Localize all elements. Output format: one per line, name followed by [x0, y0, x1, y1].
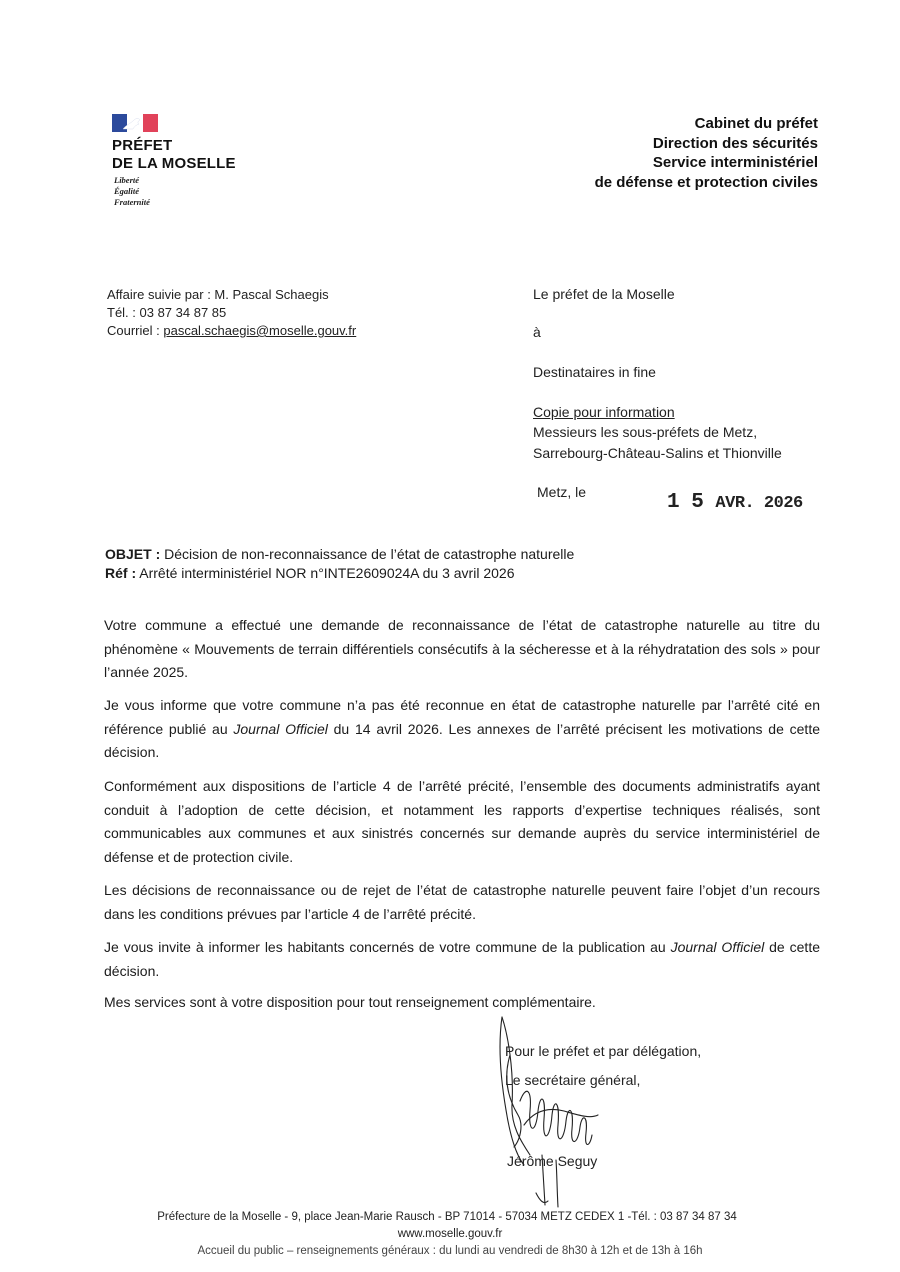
- copy-title: Copie pour information: [533, 404, 675, 420]
- contact-email-link[interactable]: pascal.schaegis@moselle.gouv.fr: [163, 323, 357, 338]
- service-line1: Cabinet du préfet: [694, 115, 818, 132]
- date-stamp-day: 1 5: [667, 491, 704, 514]
- p5-text-a: Je vous invite à informer les habitants concernés de votre commune de la publication au: [104, 939, 671, 955]
- contact-block: [107, 286, 356, 340]
- service-header: [595, 114, 818, 192]
- motto-fraternite: Fraternité: [114, 197, 150, 207]
- objet-text: Décision de non-reconnaissance de l’état de catastrophe naturelle: [164, 546, 575, 562]
- body-paragraph-6: Mes services sont à votre disposition pour tout renseignement complémentaire.: [104, 994, 596, 1010]
- body-paragraph-3: Conformément aux dispositions de l’article 4 de l’arrêté précité, l’ensemble des documents administratifs ayant conduit à l’adoption de cette décision, et notamment les rapports d’expertise techniques réalisés, sont communicables aux communes et aux sinistrés concernés sur demande auprès du service interministériel de défense et de protection civile.: [104, 778, 820, 865]
- motto-egalite: Égalité: [114, 186, 140, 196]
- copy-line1: Messieurs les sous-préfets de Metz,: [533, 424, 758, 440]
- footer-address: Préfecture de la Moselle - 9, place Jean-Marie Rausch - BP 71014 - 57034 METZ CEDEX 1 -Tél. : 03 87 34 87 34: [157, 1211, 737, 1223]
- p5-journal: Journal Officiel: [670, 939, 765, 955]
- p2-text-b: du 14 avril 2026. Les annexes de l’arrêté précisent les motivations de cette décision.: [104, 720, 821, 760]
- footer-hours: Accueil du public – renseignements généraux : du lundi au vendredi de 8h30 à 12h et de 13h à 16h: [197, 1245, 703, 1257]
- p2-text-a: Je vous informe que votre commune n’a pas été reconnue en état de catastrophe naturelle par l’arrêté cité en référence publié au: [104, 697, 820, 737]
- followed-by: Affaire suivie par : M. Pascal Schaegis: [107, 287, 329, 302]
- body-paragraph-4: Les décisions de reconnaissance ou de rejet de l’état de catastrophe naturelle peuvent faire l’objet d’un recours dans les conditions prévues par l’article 4 de l’arrêté précité.: [104, 882, 820, 922]
- contact-phone: Tél. : 03 87 34 87 85: [107, 305, 227, 320]
- service-line4: de défense et protection civiles: [594, 173, 818, 191]
- motto-liberte: Liberté: [114, 175, 140, 185]
- to-line: à: [533, 324, 541, 340]
- addressees-line: Destinataires in fine: [533, 364, 656, 380]
- objet-line: [105, 545, 574, 564]
- body-paragraph-5: [104, 936, 820, 983]
- ref-line: [105, 564, 574, 583]
- service-line3: Service interministériel: [652, 154, 818, 171]
- p5-text-b: de cette décision.: [104, 939, 821, 979]
- signature-name: Jérôme Seguy: [507, 1153, 598, 1169]
- logo-title-line1: PRÉFET: [112, 137, 173, 154]
- body-paragraph-2: [104, 694, 820, 765]
- copy-line2: Sarrebourg-Château-Salins et Thionville: [533, 445, 782, 461]
- signature-line2: Le secrétaire général,: [505, 1072, 641, 1088]
- date-stamp: [667, 491, 803, 514]
- republic-motto: [114, 175, 150, 208]
- service-line2: Direction des sécurités: [652, 134, 818, 152]
- sender-line: Le préfet de la Moselle: [533, 286, 675, 302]
- body-paragraph-1: Votre commune a effectué une demande de reconnaissance de l’état de catastrophe naturelle au titre du phénomène « Mouvements de terrain différentiels consécutifs à la sécheresse et à la réhydratation des sols » pour l’année 2025.: [104, 617, 820, 680]
- signature-line1: Pour le préfet et par délégation,: [505, 1043, 702, 1059]
- objet-label: OBJET :: [105, 546, 161, 562]
- mail-label: Courriel :: [107, 323, 164, 338]
- logo-title: [112, 137, 236, 173]
- subject-block: [105, 545, 574, 583]
- ref-label: Réf :: [105, 565, 137, 581]
- ref-text: Arrêté interministériel NOR n°INTE2609024A du 3 avril 2026: [139, 565, 515, 581]
- handwritten-signature: [490, 1015, 620, 1210]
- date-stamp-rest: AVR. 2026: [715, 494, 803, 513]
- footer-website[interactable]: www.moselle.gouv.fr: [397, 1228, 503, 1240]
- marianne-flag-logo: [112, 114, 158, 132]
- date-label: Metz, le: [537, 484, 587, 500]
- logo-title-line2: DE LA MOSELLE: [112, 155, 236, 172]
- p2-journal: Journal Officiel: [233, 720, 328, 737]
- contact-mail-line: [107, 322, 356, 340]
